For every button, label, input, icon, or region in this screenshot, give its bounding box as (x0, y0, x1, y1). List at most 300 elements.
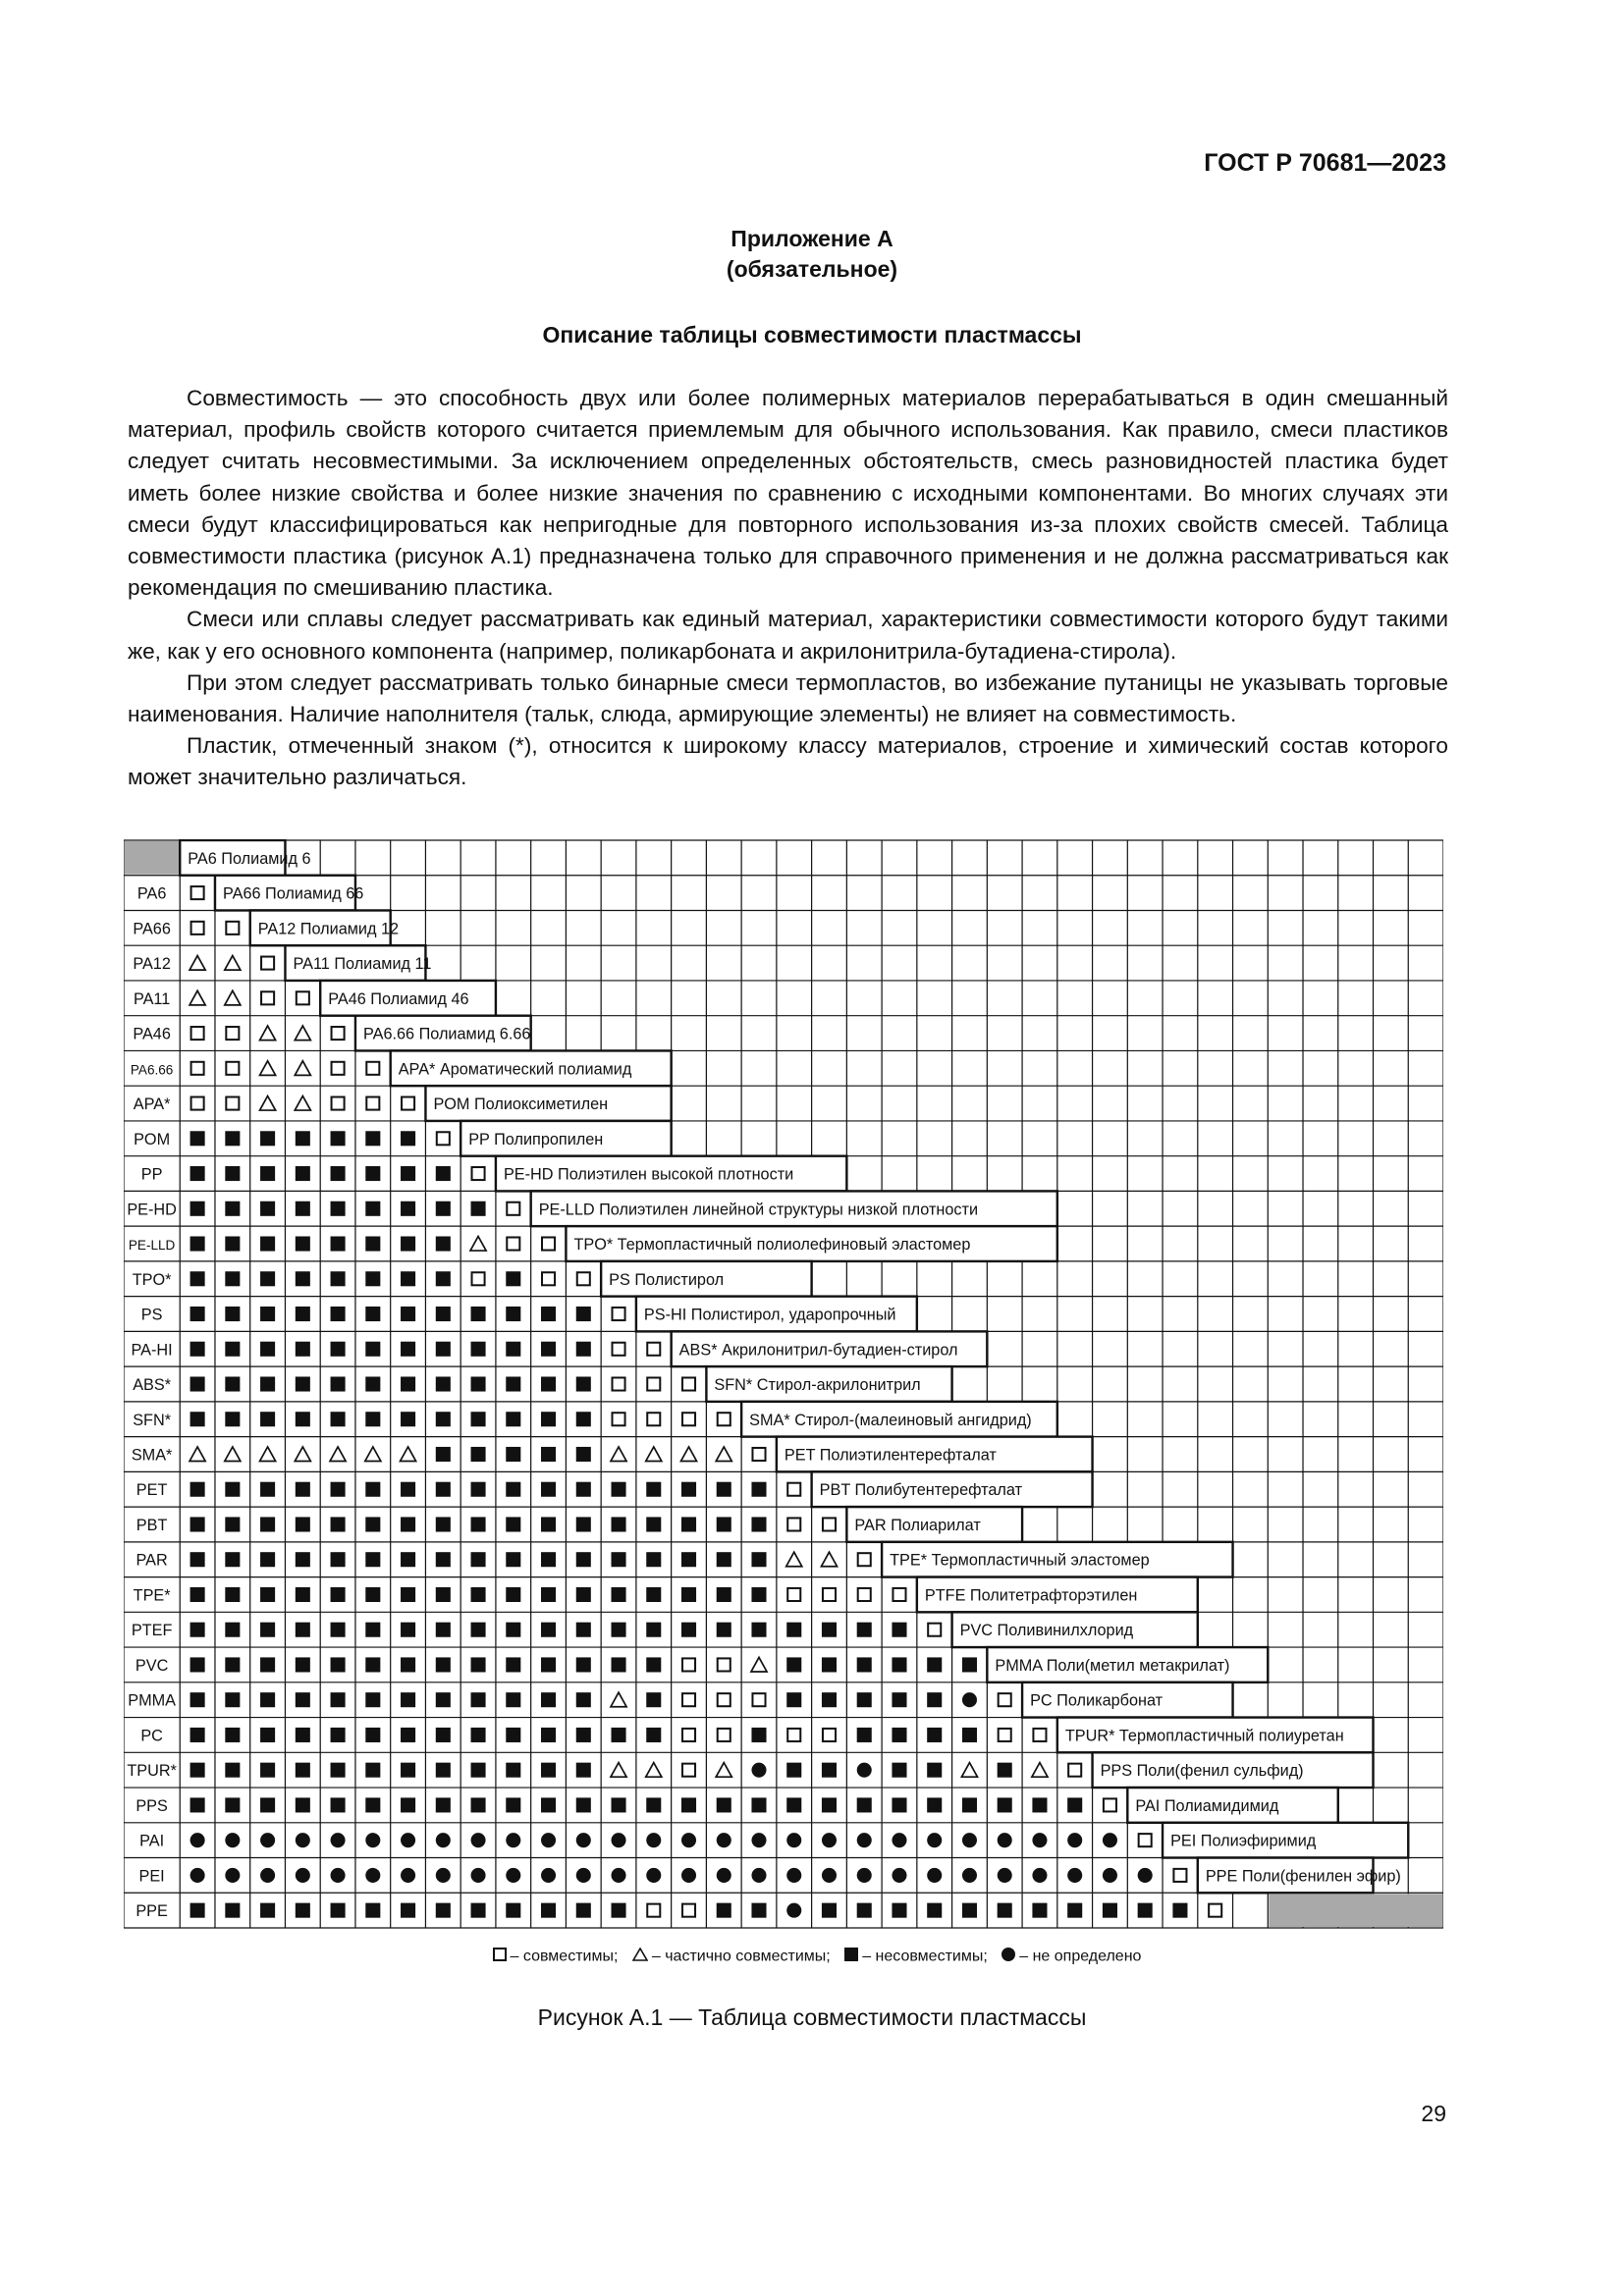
incompatible-mark (260, 1797, 275, 1812)
compatible-mark (1209, 1904, 1221, 1917)
incompatible-mark (786, 1692, 801, 1707)
incompatible-mark (296, 1657, 310, 1672)
header-label: PE-HD Полиэтилен высокой плотности (503, 1165, 794, 1184)
incompatible-mark (541, 1763, 556, 1778)
incompatible-mark (260, 1728, 275, 1742)
compatible-mark (226, 1062, 239, 1075)
incompatible-mark (436, 1552, 451, 1567)
incompatible-mark (401, 1271, 415, 1286)
compatible-mark (999, 1729, 1011, 1741)
incompatible-mark (365, 1236, 380, 1251)
compatible-mark (332, 1027, 345, 1040)
incompatible-mark (260, 1412, 275, 1426)
row-label: PE-LLD (128, 1238, 176, 1254)
incompatible-mark (436, 1587, 451, 1602)
incompatible-mark (260, 1692, 275, 1707)
incompatible-mark (576, 1376, 591, 1391)
incompatible-mark (436, 1797, 451, 1812)
compatible-mark (718, 1658, 731, 1671)
incompatible-mark (190, 1728, 205, 1742)
row-label: SFN* (133, 1411, 172, 1429)
incompatible-mark (646, 1552, 661, 1567)
undetermined-mark (541, 1833, 556, 1847)
header-label: TPO* Термопластичный полиолефиновый эластомер (573, 1236, 971, 1255)
incompatible-mark (506, 1587, 520, 1602)
incompatible-mark (611, 1552, 625, 1567)
compatible-mark (1068, 1764, 1081, 1777)
partial-mark (611, 1763, 626, 1778)
row-label: PET (135, 1481, 168, 1500)
incompatible-mark (401, 1482, 415, 1497)
incompatible-mark (296, 1307, 310, 1321)
incompatible-mark (506, 1517, 520, 1531)
compatible-mark (647, 1904, 660, 1917)
partial-mark (330, 1447, 346, 1462)
incompatible-mark (892, 1903, 906, 1918)
header-label: PA6.66 Полиамид 6.66 (362, 1025, 531, 1043)
incompatible-mark (611, 1517, 625, 1531)
incompatible-mark (506, 1412, 520, 1426)
legend-compatible: – совместимы; (510, 1948, 619, 1965)
compatible-mark (858, 1553, 871, 1566)
incompatible-mark (296, 1131, 310, 1146)
incompatible-mark (646, 1797, 661, 1812)
partial-mark (295, 1096, 310, 1111)
incompatible-mark (225, 1201, 240, 1216)
compatible-mark (612, 1413, 624, 1425)
incompatible-mark (471, 1201, 486, 1216)
compatible-mark (542, 1237, 555, 1250)
partial-mark (295, 1061, 310, 1076)
undetermined-mark (1032, 1833, 1047, 1847)
undetermined-mark (681, 1833, 696, 1847)
incompatible-mark (786, 1657, 801, 1672)
compatible-icon (493, 1948, 507, 1966)
incompatible-mark (751, 1517, 766, 1531)
incompatible-mark (471, 1797, 486, 1812)
undetermined-mark (892, 1833, 906, 1847)
incompatible-mark (576, 1657, 591, 1672)
incompatible-mark (576, 1728, 591, 1742)
partial-mark (189, 990, 205, 1005)
incompatible-mark (857, 1657, 872, 1672)
incompatible-mark (436, 1307, 451, 1321)
header-label: PVC Поливинилхлорид (959, 1622, 1134, 1640)
incompatible-mark (401, 1657, 415, 1672)
incompatible-mark (331, 1657, 346, 1672)
incompatible-mark (436, 1692, 451, 1707)
incompatible-mark (225, 1166, 240, 1181)
corner-cell (125, 841, 179, 875)
incompatible-mark (331, 1763, 346, 1778)
incompatible-mark (822, 1692, 837, 1707)
row-label: TPE* (133, 1586, 171, 1605)
undetermined-mark (506, 1833, 520, 1847)
incompatible-mark (225, 1517, 240, 1531)
row-label: PTEF (131, 1622, 173, 1640)
incompatible-mark (681, 1517, 696, 1531)
partial-mark (786, 1552, 802, 1567)
undetermined-mark (260, 1833, 275, 1847)
row-label: PEI (138, 1867, 165, 1886)
undetermined-mark (331, 1868, 346, 1883)
incompatible-mark (857, 1797, 872, 1812)
undetermined-mark (365, 1833, 380, 1847)
compatible-mark (472, 1167, 485, 1180)
incompatible-mark (296, 1623, 310, 1637)
incompatible-mark (190, 1903, 205, 1918)
incompatible-mark (506, 1692, 520, 1707)
filler-cell (1269, 1894, 1442, 1927)
compatible-mark (612, 1308, 624, 1320)
compatibility-table (124, 839, 1443, 1929)
partial-mark (716, 1447, 731, 1462)
compatible-mark (928, 1624, 941, 1636)
incompatible-mark (717, 1903, 731, 1918)
paragraph: Совместимость — это способность двух или более полимерных материалов перерабатываться в один смешанный материал, профиль свойств которого считается приемлемым для обычного использования. Как правило, смеси пластиков следует считать несовместимыми. За исключением определенных обстоятельств, смесь разновидностей пластика будет иметь более низкие свойства и более низкие значения по сравнению с исходными компонентами. Во многих случаях эти смеси будут классифицироваться как непригодные для повторного использования из-за плохих свойств смесей. Таблица совместимости пластика (рисунок А.1) предназначена только для справочного применения и не должна рассматриваться как рекомендация по смешиванию пластика. (128, 386, 1448, 601)
compatible-mark (332, 1097, 345, 1110)
incompatible-mark (225, 1412, 240, 1426)
undetermined-mark (225, 1868, 240, 1883)
incompatible-mark (190, 1271, 205, 1286)
incompatible-mark (296, 1763, 310, 1778)
row-label: PP (140, 1165, 163, 1184)
incompatible-mark (190, 1307, 205, 1321)
incompatible-mark (331, 1131, 346, 1146)
undetermined-mark (296, 1833, 310, 1847)
incompatible-mark (436, 1166, 451, 1181)
incompatible-mark (751, 1797, 766, 1812)
compatible-mark (507, 1202, 519, 1215)
incompatible-mark (365, 1131, 380, 1146)
incompatible-mark (190, 1201, 205, 1216)
incompatible-mark (1172, 1903, 1187, 1918)
incompatible-mark (541, 1797, 556, 1812)
compatible-mark (1104, 1798, 1116, 1811)
undetermined-mark (927, 1868, 942, 1883)
incompatible-mark (436, 1657, 451, 1672)
incompatible-mark (365, 1342, 380, 1357)
undetermined-mark (962, 1833, 977, 1847)
compatible-mark (893, 1588, 905, 1601)
incompatible-mark (1103, 1903, 1117, 1918)
incompatible-mark (892, 1763, 906, 1778)
partial-mark (295, 1026, 310, 1041)
incompatible-mark (225, 1376, 240, 1391)
undetermined-mark (541, 1868, 556, 1883)
undetermined-mark (646, 1833, 661, 1847)
undetermined-mark (786, 1868, 801, 1883)
incompatible-mark (646, 1692, 661, 1707)
incompatible-mark (436, 1447, 451, 1462)
incompatible-mark (436, 1236, 451, 1251)
incompatible-mark (471, 1412, 486, 1426)
incompatible-mark (331, 1166, 346, 1181)
incompatible-mark (962, 1797, 977, 1812)
incompatible-mark (541, 1412, 556, 1426)
incompatible-mark (225, 1903, 240, 1918)
appendix-title: Приложение А (731, 226, 893, 251)
incompatible-mark (190, 1552, 205, 1567)
incompatible-mark (296, 1587, 310, 1602)
incompatible-icon (844, 1948, 858, 1966)
incompatible-mark (786, 1763, 801, 1778)
undetermined-mark (611, 1868, 625, 1883)
incompatible-mark (190, 1517, 205, 1531)
undetermined-mark (962, 1868, 977, 1883)
row-label: PAI (139, 1832, 165, 1850)
incompatible-mark (365, 1376, 380, 1391)
incompatible-mark (296, 1482, 310, 1497)
compatible-mark (577, 1272, 590, 1285)
incompatible-mark (927, 1728, 942, 1742)
compatible-mark (718, 1693, 731, 1706)
incompatible-mark (576, 1797, 591, 1812)
undetermined-mark (190, 1833, 205, 1847)
header-label: PAI Полиамидимид (1135, 1796, 1279, 1815)
incompatible-mark (331, 1517, 346, 1531)
compatible-mark (752, 1448, 765, 1461)
incompatible-mark (681, 1797, 696, 1812)
incompatible-mark (1032, 1903, 1047, 1918)
legend-partial: – частично совместимы; (651, 1948, 831, 1965)
header-label: TPE* Термопластичный эластомер (890, 1551, 1150, 1570)
incompatible-mark (576, 1412, 591, 1426)
header-label: PMMA Поли(метил метакрилат) (995, 1656, 1230, 1675)
incompatible-mark (471, 1623, 486, 1637)
incompatible-mark (857, 1728, 872, 1742)
header-label: PTFE Политетрафторэтилен (924, 1586, 1138, 1605)
incompatible-mark (541, 1482, 556, 1497)
undetermined-icon (1001, 1948, 1015, 1966)
undetermined-mark (436, 1833, 451, 1847)
incompatible-mark (331, 1623, 346, 1637)
incompatible-mark (927, 1657, 942, 1672)
incompatible-mark (541, 1587, 556, 1602)
compatible-mark (823, 1729, 836, 1741)
incompatible-mark (225, 1271, 240, 1286)
undetermined-mark (436, 1868, 451, 1883)
incompatible-mark (786, 1623, 801, 1637)
header-label: PA6 Полиамид 6 (188, 849, 311, 868)
incompatible-mark (365, 1517, 380, 1531)
incompatible-mark (471, 1342, 486, 1357)
undetermined-mark (1067, 1833, 1082, 1847)
incompatible-mark (892, 1692, 906, 1707)
row-label: PMMA (128, 1691, 176, 1710)
incompatible-mark (436, 1201, 451, 1216)
incompatible-mark (541, 1517, 556, 1531)
incompatible-mark (260, 1271, 275, 1286)
incompatible-mark (225, 1728, 240, 1742)
undetermined-mark (190, 1868, 205, 1883)
header-label: PPS Поли(фенил сульфид) (1100, 1762, 1304, 1781)
incompatible-mark (365, 1552, 380, 1567)
incompatible-mark (436, 1623, 451, 1637)
incompatible-mark (401, 1412, 415, 1426)
compatible-mark (612, 1377, 624, 1390)
incompatible-mark (892, 1657, 906, 1672)
compatible-mark (332, 1062, 345, 1075)
row-label: PC (140, 1727, 163, 1745)
incompatible-mark (506, 1376, 520, 1391)
incompatible-mark (401, 1166, 415, 1181)
incompatible-mark (857, 1692, 872, 1707)
row-label: PA11 (133, 989, 171, 1008)
incompatible-mark (365, 1166, 380, 1181)
incompatible-mark (436, 1763, 451, 1778)
partial-mark (961, 1763, 977, 1778)
compatible-mark (787, 1588, 800, 1601)
undetermined-mark (822, 1868, 837, 1883)
incompatible-mark (1138, 1903, 1153, 1918)
compatibility-grid (124, 839, 1443, 1929)
incompatible-mark (892, 1623, 906, 1637)
undetermined-mark (751, 1868, 766, 1883)
incompatible-mark (401, 1587, 415, 1602)
incompatible-mark (786, 1797, 801, 1812)
undetermined-mark (998, 1868, 1012, 1883)
compatible-mark (682, 1658, 695, 1671)
compatible-mark (787, 1729, 800, 1741)
incompatible-mark (296, 1236, 310, 1251)
undetermined-mark (857, 1833, 872, 1847)
compatible-mark (402, 1097, 414, 1110)
compatible-mark (297, 991, 309, 1004)
incompatible-mark (401, 1236, 415, 1251)
incompatible-mark (506, 1271, 520, 1286)
compatible-mark (999, 1693, 1011, 1706)
row-label: PA-HI (131, 1341, 173, 1360)
header-label: SMA* Стирол-(малеиновый ангидрид) (749, 1411, 1032, 1429)
partial-mark (189, 956, 205, 971)
incompatible-mark (401, 1763, 415, 1778)
row-label: PA6.66 (130, 1062, 174, 1078)
incompatible-mark (541, 1728, 556, 1742)
incompatible-mark (471, 1307, 486, 1321)
incompatible-mark (717, 1587, 731, 1602)
header-label: PP Полипропилен (468, 1130, 604, 1148)
compatible-mark (682, 1413, 695, 1425)
incompatible-mark (190, 1482, 205, 1497)
incompatible-mark (576, 1342, 591, 1357)
undetermined-mark (717, 1833, 731, 1847)
partial-mark (295, 1447, 310, 1462)
partial-mark (225, 1447, 241, 1462)
row-label: TPO* (132, 1270, 172, 1289)
compatible-mark (191, 1097, 204, 1110)
incompatible-mark (751, 1623, 766, 1637)
header-label: ABS* Акрилонитрил-бутадиен-стирол (678, 1341, 958, 1360)
undetermined-mark (576, 1833, 591, 1847)
incompatible-mark (190, 1797, 205, 1812)
incompatible-mark (506, 1623, 520, 1637)
paragraph: Пластик, отмеченный знаком (*), относится к широкому классу материалов, строение и химический состав которого может значительно различаться. (128, 733, 1448, 790)
compatible-mark (718, 1729, 731, 1741)
compatible-mark (226, 1097, 239, 1110)
incompatible-mark (296, 1903, 310, 1918)
partial-mark (646, 1447, 662, 1462)
incompatible-mark (471, 1376, 486, 1391)
incompatible-mark (998, 1763, 1012, 1778)
undetermined-mark (751, 1833, 766, 1847)
incompatible-mark (331, 1587, 346, 1602)
compatible-mark (191, 1062, 204, 1075)
compatible-mark (647, 1377, 660, 1390)
header-label: PA11 Полиамид 11 (293, 955, 432, 974)
compatible-mark (437, 1132, 450, 1145)
undetermined-mark (471, 1833, 486, 1847)
incompatible-mark (365, 1692, 380, 1707)
incompatible-mark (225, 1763, 240, 1778)
incompatible-mark (190, 1692, 205, 1707)
incompatible-mark (506, 1903, 520, 1918)
incompatible-mark (471, 1657, 486, 1672)
header-label: PBT Полибутентерефталат (819, 1481, 1023, 1500)
incompatible-mark (751, 1552, 766, 1567)
incompatible-mark (646, 1587, 661, 1602)
incompatible-mark (225, 1587, 240, 1602)
incompatible-mark (225, 1482, 240, 1497)
incompatible-mark (576, 1587, 591, 1602)
incompatible-mark (751, 1728, 766, 1742)
incompatible-mark (331, 1552, 346, 1567)
incompatible-mark (471, 1692, 486, 1707)
header-label: SFN* Стирол-акрилонитрил (714, 1376, 921, 1395)
incompatible-mark (646, 1657, 661, 1672)
incompatible-mark (225, 1236, 240, 1251)
incompatible-mark (927, 1763, 942, 1778)
body-text (128, 383, 1448, 794)
partial-mark (611, 1692, 626, 1707)
incompatible-mark (471, 1587, 486, 1602)
undetermined-mark (857, 1868, 872, 1883)
incompatible-mark (822, 1903, 837, 1918)
compatible-mark (542, 1272, 555, 1285)
row-label: POM (134, 1130, 171, 1148)
incompatible-mark (365, 1797, 380, 1812)
undetermined-mark (998, 1833, 1012, 1847)
incompatible-mark (296, 1412, 310, 1426)
incompatible-mark (401, 1552, 415, 1567)
compatible-mark (507, 1237, 519, 1250)
incompatible-mark (822, 1657, 837, 1672)
incompatible-mark (717, 1797, 731, 1812)
partial-mark (646, 1763, 662, 1778)
undetermined-mark (857, 1763, 872, 1778)
incompatible-mark (751, 1587, 766, 1602)
incompatible-mark (296, 1201, 310, 1216)
undetermined-mark (611, 1833, 625, 1847)
incompatible-mark (401, 1517, 415, 1531)
partial-mark (611, 1447, 626, 1462)
incompatible-mark (471, 1903, 486, 1918)
partial-mark (260, 1026, 276, 1041)
incompatible-mark (1032, 1797, 1047, 1812)
compatible-mark (366, 1062, 379, 1075)
incompatible-mark (331, 1412, 346, 1426)
header-label: PA12 Полиамид 12 (257, 920, 400, 938)
undetermined-mark (401, 1868, 415, 1883)
row-label: PVC (135, 1656, 169, 1675)
incompatible-mark (576, 1552, 591, 1567)
compatible-mark (682, 1377, 695, 1390)
compatible-mark (366, 1097, 379, 1110)
incompatible-mark (576, 1517, 591, 1531)
incompatible-mark (331, 1342, 346, 1357)
incompatible-mark (190, 1587, 205, 1602)
incompatible-mark (401, 1201, 415, 1216)
